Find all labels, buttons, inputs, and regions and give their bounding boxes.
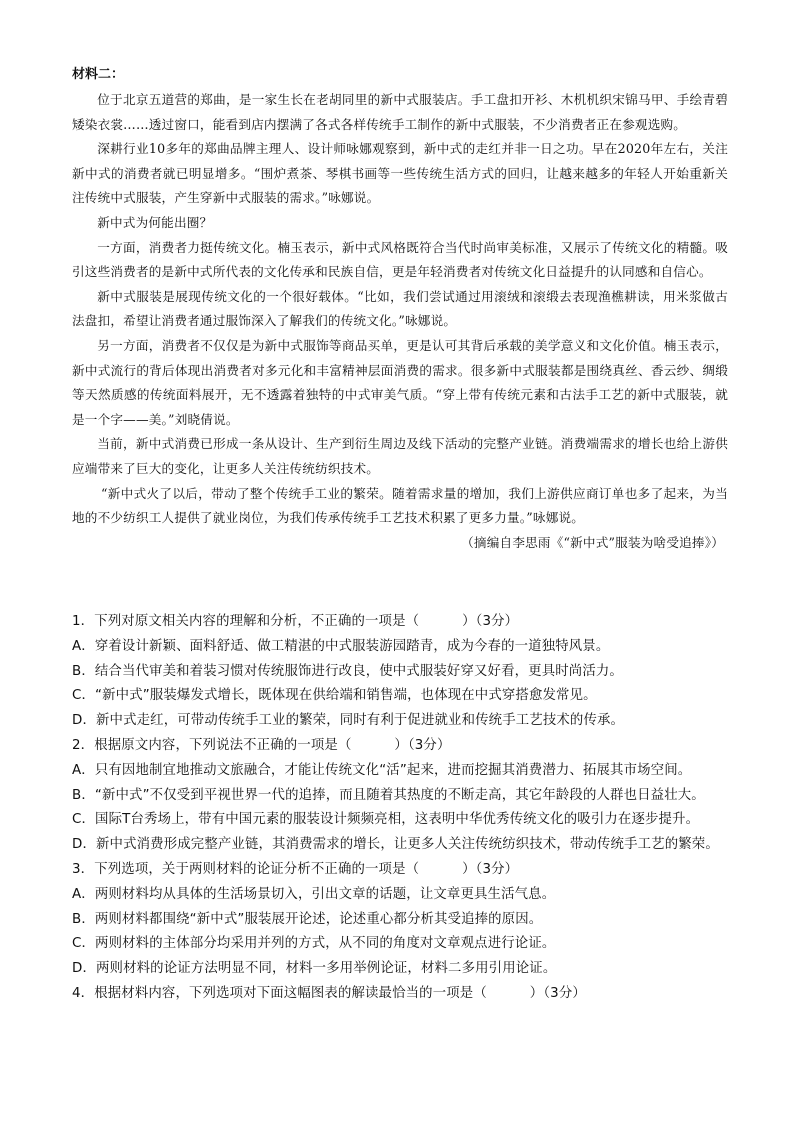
question-stem [72,982,732,1007]
question-stem [72,610,732,635]
question-stem-text: 4．根据材料内容，下列选项对下面这幅图表的解读最恰当的一项是（ [72,985,487,1001]
option-d[interactable]: D．两则材料的论证方法明显不同，材料一多用举例论证，材料二多用引用论证。 [72,961,557,977]
source-citation: （摘编自李思雨《“新中式”服装为啥受追捧》） [461,534,724,550]
question-list [72,610,732,1007]
material-heading: 材料二： [72,67,125,82]
option-b[interactable]: B．结合当代审美和着装习惯对传统服饰进行改良，使中式服装好穿又好看，更具时尚活力。 [72,663,623,679]
question-3 [72,858,732,982]
passage-paragraph: 新中式为何能出圈？ [97,214,213,230]
passage-paragraph: “新中式火了以后，带动了整个传统手工业的繁荣。随着需求量的增加，我们上游供应商订单也多了起来，为当地的不少纺织工人提供了就业岗位，为我们传承传统手工艺技术积累了更多力量。”咏娜说。 [72,485,728,526]
question-stem-score: ）（3分） [394,737,451,753]
passage-paragraph: 深耕行业10多年的郑曲品牌主理人、设计师咏娜观察到，新中式的走红并非一日之功。早在2020年左右，关注新中式的消费者就已明显增多。“围炉煮茶、琴棋书画等一些传统生活方式的回归，让越来越多的年轻人开始重新关注传统中式服装，产生穿新中式服装的需求。”咏娜说。 [72,141,728,206]
option-d[interactable]: D．新中式消费形成完整产业链，其消费需求的增长，让更多人关注传统纺织技术，带动传统手工艺的繁荣。 [72,837,719,853]
question-stem [72,858,732,883]
question-stem-score: ）（3分） [462,861,519,877]
question-stem-text: 2．根据原文内容，下列说法不正确的一项是（ [72,737,352,753]
passage-paragraph: 位于北京五道营的郑曲，是一家生长在老胡同里的新中式服装店。手工盘扣开衫、木机机织宋锦马甲、手绘青碧矮染衣裳……透过窗口，能看到店内摆满了各式各样传统手工制作的新中式服装，不少消费者正在参观选购。 [72,92,728,132]
question-1 [72,610,732,734]
option-a[interactable]: A．只有因地制宜地推动文旅融合，才能让传统文化“活”起来，进而挖掘其消费潜力、拓展其市场空间。 [72,762,692,778]
option-c[interactable]: C．两则材料的主体部分均采用并列的方式，从不同的角度对文章观点进行论证。 [72,936,556,952]
option-a[interactable]: A．两则材料均从具体的生活场景切入，引出文章的话题，让文章更具生活气息。 [72,886,556,902]
material-passage [72,88,728,555]
passage-paragraph: 另一方面，消费者不仅仅是为新中式服饰等商品买单，更是认可其背后承载的美学意义和文化价值。楠玉表示，新中式流行的背后体现出消费者对多元化和丰富精神层面消费的需求。很多新中式服装都是围绕真丝、香云纱、绸缎等天然质感的传统面料展开，无不透露着独特的中式审美气质。“穿上带有传统元素和古法手工艺的新中式服装，就是一个字——美。”刘晓倩说。 [72,337,728,427]
option-c[interactable]: C．国际T台秀场上，带有中国元素的服装设计频频亮相，这表明中华优秀传统文化的吸引力在逐步提升。 [72,812,700,828]
passage-paragraph: 新中式服装是展现传统文化的一个很好载体。“比如，我们尝试通过用滚绒和滚缎去表现渔樵耕读，用米浆做古法盘扣，希望让消费者通过服饰深入了解我们的传统文化。”咏娜说。 [72,288,728,329]
question-stem-score: ）（3分） [529,985,586,1001]
option-c[interactable]: C．“新中式”服装爆发式增长，既体现在供给端和销售端，也体现在中式穿搭愈发常见。 [72,688,597,704]
passage-paragraph: 一方面，消费者力挺传统文化。楠玉表示，新中式风格既符合当代时尚审美标准，又展示了传统文化的精髓。吸引这些消费者的是新中式所代表的文化传承和民族自信，更是年轻消费者对传统文化日益提升的认同感和自信心。 [72,239,728,280]
question-4 [72,982,732,1007]
question-stem [72,734,732,759]
option-a[interactable]: A．穿着设计新颖、面料舒适、做工精湛的中式服装游园踏青，成为今春的一道独特风景。 [72,638,610,654]
option-b[interactable]: B．两则材料都围绕“新中式”服装展开论述，论述重心都分析其受追捧的原因。 [72,911,543,927]
question-stem-score: ）（3分） [462,614,519,629]
question-stem-text: 1．下列对原文相关内容的理解和分析，不正确的一项是（ [72,614,420,629]
option-b[interactable]: B．“新中式”不仅受到平视世界一代的追捧，而且随着其热度的不断走高，其它年龄段的人群也日益壮大。 [72,787,705,803]
question-2 [72,734,732,858]
option-d[interactable]: D．新中式走红，可带动传统手工业的繁荣，同时有利于促进就业和传统手工艺技术的传承。 [72,713,625,729]
passage-paragraph: 当前，新中式消费已形成一条从设计、生产到衍生周边及线下活动的完整产业链。消费端需求的增长也给上游供应端带来了巨大的变化，让更多人关注传统纺织技术。 [72,436,728,476]
question-stem-text: 3．下列选项，关于两则材料的论证分析不正确的一项是（ [72,861,420,877]
